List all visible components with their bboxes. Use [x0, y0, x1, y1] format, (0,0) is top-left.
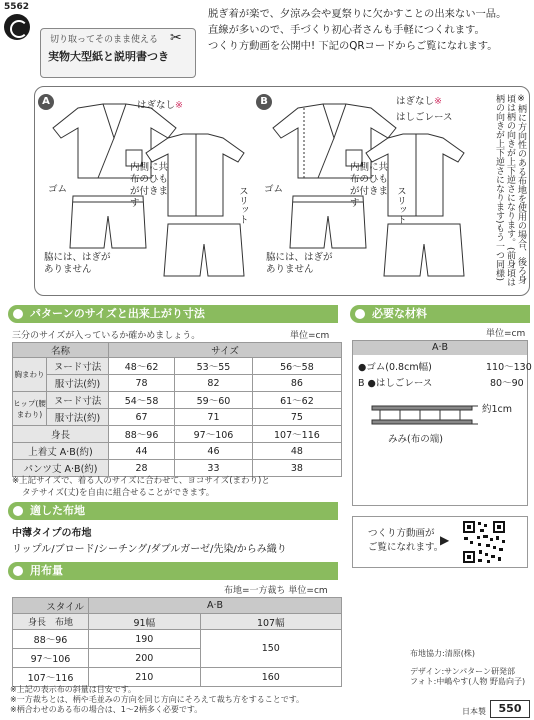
size-cell: 88〜96 [109, 426, 175, 443]
col-size-header: サイズ [109, 343, 342, 358]
yardage-notes: ※上記の表示布の斜量は目安です。 ※一方裁ちとは、柄や毛並みの方向を同じ方向にそろえて裁ち方をすることです。 ※柄合わせのある布の場合は、1〜2柄多く必要です。 [10, 685, 305, 714]
size-cell: 48 [252, 443, 341, 460]
size-cell: 97〜106 [175, 426, 253, 443]
width-91-header: 91幅 [89, 614, 201, 630]
pattern-direction-note: ※柄に方向性のある布地を使用の場合、後ろ身頃は柄の向きが上下逆さになります。(前身頃は柄の向きが上下逆さになります)もう一つ同様) [494, 94, 526, 287]
label-inner-tie-a: 内側に共布のひもが付きます [130, 162, 169, 209]
size-cell: 56〜58 [252, 358, 341, 375]
intro-line: 直線が多いので、手づくり初心者さんも手軽につくれます。 [208, 24, 485, 36]
qr-code-icon[interactable] [462, 520, 506, 564]
size-cell: 61〜62 [252, 392, 341, 409]
fabric-list: リップル/ブロード/シーチング/ダブルガーゼ/先染/からみ織り [12, 544, 287, 555]
width-107-header: 107幅 [200, 614, 341, 630]
label-inner-tie-b: 内側に共布のひもが付きます [350, 162, 389, 209]
row-group: ヒップ(腰まわり) [13, 392, 47, 426]
made-in-japan: 日本製 [462, 707, 486, 716]
style-value: A·B [89, 598, 342, 614]
size-cell: 59〜60 [175, 392, 253, 409]
height-cell: 97〜106 [13, 649, 89, 668]
label-slit-a: スリット [237, 186, 248, 224]
price-box: 550 [490, 700, 530, 718]
credit-design: デザイン:サンパターン研発部 [410, 667, 516, 676]
size-cell: 78 [109, 375, 175, 392]
label-side-b: 脇には、はぎが ありません [266, 252, 333, 275]
materials-unit: 単位=cm [486, 329, 526, 339]
style-label: スタイル [13, 598, 89, 614]
label-lace: はしごレース [396, 112, 453, 123]
arrow-right-icon: ▶ [440, 533, 450, 547]
material-rubber-amount: 110〜130 [486, 362, 532, 373]
yardage-cell: 150 [200, 630, 341, 668]
lace-width-label: 約1cm [482, 404, 513, 415]
yardage-cell: 160 [200, 668, 341, 687]
variant-b-badge: B [256, 94, 272, 110]
credit-photo: フォト:中嶋やす(人物 野島向子) [410, 677, 526, 686]
row-group: 胸まわり [13, 358, 47, 392]
credit-fabric: 布地協力:清原(株) [410, 649, 475, 658]
yardage-cell: 200 [89, 649, 201, 668]
size-cell: 28 [109, 460, 175, 477]
intro-line: つくり方動画を公開中! 下記のQRコードからご覧になれます。 [208, 40, 498, 52]
fabric-type: 中薄タイプの布地 [12, 528, 92, 539]
material-lace: B ●はしごレース [358, 378, 433, 389]
row-group: 身長 [13, 426, 109, 443]
size-cell: 67 [109, 409, 175, 426]
height-cell: 88〜96 [13, 630, 89, 649]
fabric-section-title: 適した布地 [8, 502, 338, 520]
size-cell: 107〜116 [252, 426, 341, 443]
size-cell: 33 [175, 460, 253, 477]
lace-edge-label: みみ(布の端) [388, 434, 443, 445]
scissors-icon: ✂ [170, 30, 182, 46]
height-cell: 107〜116 [13, 668, 89, 687]
material-lace-amount: 80〜90 [490, 378, 524, 389]
row-label: 服寸法(約) [47, 375, 109, 392]
lace-drawing [370, 398, 480, 438]
brand-logo [4, 14, 30, 40]
yardage-unit: 布地=一方裁ち 単位=cm [224, 586, 328, 596]
size-cell: 54〜58 [109, 392, 175, 409]
height-fabric-header: 身長 布地 [13, 614, 89, 630]
label-no-seam-b: はぎなし※ [396, 96, 442, 107]
size-cell: 44 [109, 443, 175, 460]
size-cell: 86 [252, 375, 341, 392]
materials-section-title: 必要な材料 [350, 305, 530, 323]
material-rubber: ●ゴム(0.8cm幅) [358, 362, 432, 373]
tag-title: 実物大型紙と説明書つき [48, 50, 169, 63]
size-cell: 82 [175, 375, 253, 392]
row-group: パンツ丈 A·B(約) [13, 460, 109, 477]
yardage-cell: 210 [89, 668, 201, 687]
size-cell: 48〜62 [109, 358, 175, 375]
label-slit-b: スリット [395, 186, 406, 224]
row-label: 服寸法(約) [47, 409, 109, 426]
size-cell: 71 [175, 409, 253, 426]
label-side-a: 脇には、はぎが ありません [44, 252, 111, 275]
size-cell: 75 [252, 409, 341, 426]
yardage-section-title: 用布量 [8, 562, 338, 580]
size-cell: 38 [252, 460, 341, 477]
col-name-header: 名称 [13, 343, 109, 358]
size-table [12, 342, 342, 477]
yardage-table [12, 597, 342, 687]
materials-header: A·B [353, 341, 527, 355]
catalog-number: 5562 [4, 2, 30, 12]
label-rubber-b: ゴム [264, 184, 284, 195]
row-label: ヌード寸法 [47, 358, 109, 375]
tag-subtitle: 切り取ってそのまま使える [50, 35, 159, 45]
row-label: ヌード寸法 [47, 392, 109, 409]
intro-line: 脱ぎ着が楽で、夕涼み会や夏祭りに欠かすことの出来ない一品。 [208, 8, 507, 20]
size-cell: 46 [175, 443, 253, 460]
label-no-seam-a: はぎなし※ [137, 100, 183, 111]
pattern-footnote-2: タテサイズ(丈)を自由に組合せることができます。 [22, 488, 215, 498]
row-group: 上着丈 A·B(約) [13, 443, 109, 460]
label-rubber-a: ゴム [48, 184, 68, 195]
variant-a-badge: A [38, 94, 54, 110]
pattern-unit: 単位=cm [290, 331, 330, 341]
intro-text [208, 6, 530, 54]
yardage-cell: 190 [89, 630, 201, 649]
pattern-section-title: パターンのサイズと出来上がり寸法 [8, 305, 338, 323]
size-cell: 53〜55 [175, 358, 253, 375]
pattern-section-note: 三分のサイズが入っているか確かめましょう。 [12, 331, 201, 341]
pattern-footnote-1: ※上記サイズで、着る人のサイズに合わせて、ヨコサイズ(まわり)と [12, 476, 270, 486]
video-line1: つくり方動画が [368, 528, 435, 539]
video-line2: ご覧になれます。 [368, 542, 444, 553]
